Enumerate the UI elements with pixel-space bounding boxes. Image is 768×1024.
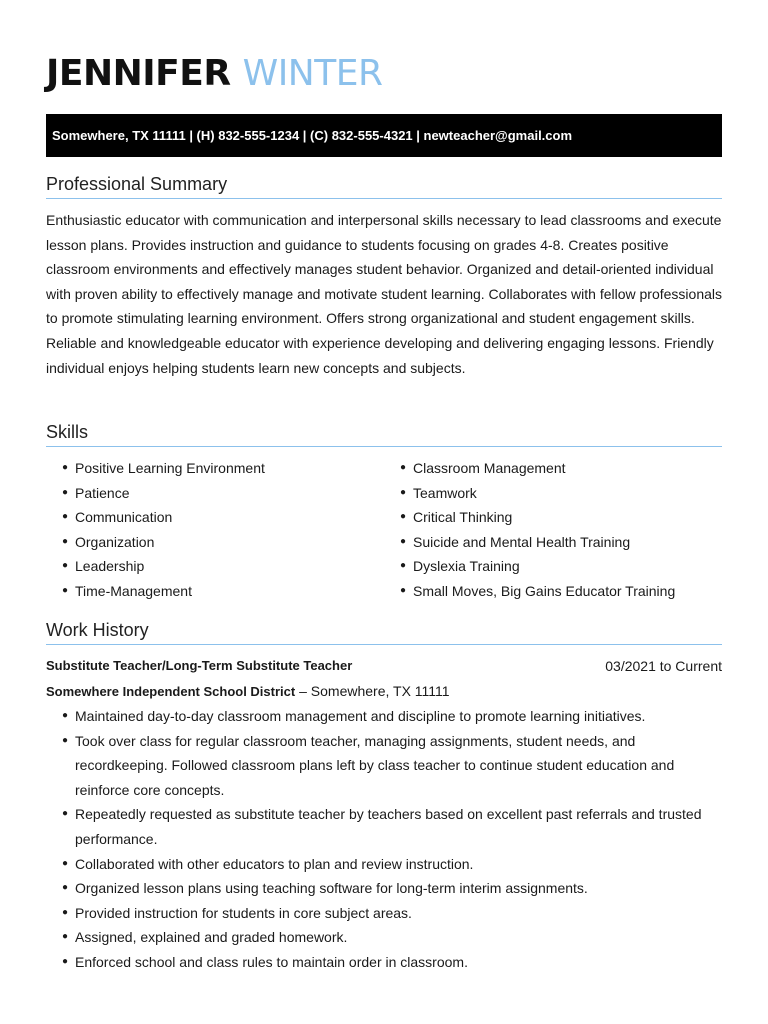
duty-item: ● Repeatedly requested as substitute teacher by teachers based on excellent past referrals and trusted performance. bbox=[60, 802, 722, 851]
duty-item: ● Took over class for regular classroom teacher, managing assignments, student needs, and recordkeeping. Followed classroom plans left by class teacher to continue student education and reinforce core concepts. bbox=[60, 729, 722, 803]
bullet-icon: ● bbox=[62, 734, 69, 746]
skill-item: ● Positive Learning Environment bbox=[60, 456, 265, 481]
bullet-icon: ● bbox=[62, 584, 69, 596]
skill-item: ● Organization bbox=[60, 530, 265, 555]
bullet-icon: ● bbox=[400, 584, 407, 596]
duty-item: ● Maintained day-to-day classroom management and discipline to promote learning initiatives. bbox=[60, 704, 722, 729]
employer-line bbox=[46, 681, 450, 702]
skill-item: ● Communication bbox=[60, 505, 265, 530]
bullet-icon: ● bbox=[400, 511, 407, 523]
summary-heading: Professional Summary bbox=[46, 172, 722, 199]
duty-item: ● Collaborated with other educators to plan and review instruction. bbox=[60, 852, 722, 877]
skill-item: ● Dyslexia Training bbox=[398, 554, 675, 579]
bullet-icon: ● bbox=[62, 931, 69, 943]
skills-column-right bbox=[398, 456, 675, 604]
contact-bar: Somewhere, TX 11111 | (H) 832-555-1234 | (C) 832-555-4321 | newteacher@gmail.com bbox=[46, 114, 722, 157]
bullet-icon: ● bbox=[62, 486, 69, 498]
skill-item: ● Time-Management bbox=[60, 579, 265, 604]
duty-item: ● Enforced school and class rules to maintain order in classroom. bbox=[60, 950, 722, 975]
last-name: WINTER bbox=[242, 53, 383, 94]
bullet-icon: ● bbox=[62, 857, 69, 869]
job-duties bbox=[60, 704, 722, 975]
bullet-icon: ● bbox=[62, 710, 69, 721]
skill-item: ● Suicide and Mental Health Training bbox=[398, 530, 675, 555]
first-name: JENNIFER bbox=[46, 53, 231, 94]
skill-item: ● Leadership bbox=[60, 554, 265, 579]
work-history-heading: Work History bbox=[46, 618, 722, 645]
bullet-icon: ● bbox=[62, 511, 69, 523]
bullet-icon: ● bbox=[62, 462, 69, 473]
skill-item: ● Classroom Management bbox=[398, 456, 675, 481]
job-title: Substitute Teacher/Long-Term Substitute Teacher bbox=[46, 658, 353, 673]
candidate-name bbox=[46, 52, 383, 96]
bullet-icon: ● bbox=[62, 906, 69, 918]
skill-item: ● Small Moves, Big Gains Educator Training bbox=[398, 579, 675, 604]
skill-item: ● Patience bbox=[60, 481, 265, 506]
employer-location: – Somewhere, TX 11111 bbox=[295, 683, 450, 699]
skills-column-left bbox=[60, 456, 265, 604]
skill-item: ● Teamwork bbox=[398, 481, 675, 506]
bullet-icon: ● bbox=[400, 462, 407, 473]
bullet-icon: ● bbox=[62, 560, 69, 572]
bullet-icon: ● bbox=[62, 882, 69, 894]
bullet-icon: ● bbox=[62, 535, 69, 547]
bullet-icon: ● bbox=[400, 535, 407, 547]
job-dates: 03/2021 to Current bbox=[605, 658, 722, 674]
skills-heading: Skills bbox=[46, 420, 722, 447]
summary-text: Enthusiastic educator with communication and interpersonal skills necessary to lead classrooms and execute lesson plans. Provides instruction and guidance to students focusing on grades 4-8. Creates positive classroom environments and effectively manages student behavior. Organized and detail-oriented individual with proven ability to effectively manage and motivate student learning. Collaborates with fellow professionals to promote stimulating learning environment. Offers strong organizational and student engagement skills. Reliable and knowledgeable educator with experience developing and delivering engaging lessons. Friendly individual enjoys helping students learn new concepts and subjects. bbox=[46, 212, 722, 376]
bullet-icon: ● bbox=[400, 486, 407, 498]
duty-item: ● Organized lesson plans using teaching software for long-term interim assignments. bbox=[60, 876, 722, 901]
duty-item: ● Assigned, explained and graded homework. bbox=[60, 925, 722, 950]
employer-name: Somewhere Independent School District bbox=[46, 684, 296, 699]
bullet-icon: ● bbox=[400, 560, 407, 572]
duty-item: ● Provided instruction for students in core subject areas. bbox=[60, 901, 722, 926]
bullet-icon: ● bbox=[62, 955, 69, 967]
skill-item: ● Critical Thinking bbox=[398, 505, 675, 530]
bullet-icon: ● bbox=[62, 808, 69, 820]
